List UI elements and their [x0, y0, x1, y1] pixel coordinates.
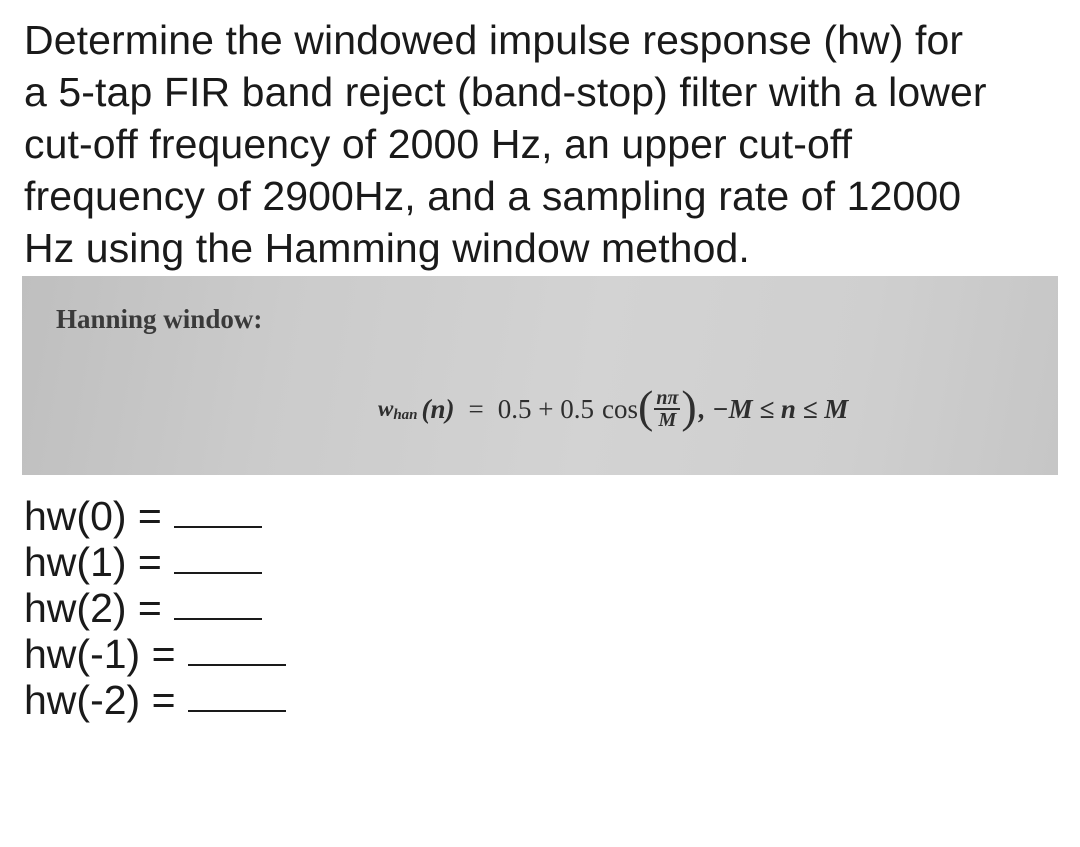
formula-expression: 0.5 + 0.5 — [497, 393, 594, 424]
answer-label: hw(2) = — [24, 585, 162, 631]
question-line: Determine the windowed impulse response (hw) for — [24, 17, 964, 63]
formula-fraction — [654, 388, 680, 430]
answer-row — [24, 493, 286, 539]
formula-left-paren: ( — [638, 381, 654, 432]
formula-subscript: han — [393, 406, 418, 423]
answer-label: hw(-1) = — [24, 631, 176, 677]
question-line: Hz using the Hamming window method. — [24, 225, 750, 271]
answer-blank — [174, 572, 262, 574]
answer-blank — [174, 618, 262, 620]
formula-numerator: nπ — [656, 387, 679, 409]
answer-blank — [188, 710, 286, 712]
photo-title: Hanning window: — [56, 304, 263, 334]
formula-cos: cos — [602, 393, 638, 424]
answer-blank — [188, 664, 286, 666]
question-text — [24, 14, 1064, 274]
answer-label: hw(1) = — [24, 539, 162, 585]
question-line: a 5-tap FIR band reject (band-stop) filter with a lower — [24, 69, 987, 115]
formula-equals: = — [468, 393, 484, 424]
answer-row — [24, 585, 286, 631]
answer-row — [24, 539, 286, 585]
answer-list — [24, 493, 286, 723]
question-line: frequency of 2900Hz, and a sampling rate of 12000 — [24, 173, 962, 219]
formula-argument: (n) — [421, 393, 455, 424]
formula-range: , −M ≤ n ≤ M — [698, 393, 849, 424]
answer-row — [24, 631, 286, 677]
answer-label: hw(-2) = — [24, 677, 176, 723]
formula-denominator: M — [658, 409, 677, 431]
answer-blank — [174, 526, 262, 528]
formula-right-paren: ) — [681, 381, 697, 432]
formula-w: w — [378, 396, 394, 421]
hanning-formula — [378, 381, 849, 432]
answer-label: hw(0) = — [24, 493, 162, 539]
question-line: cut-off frequency of 2000 Hz, an upper cut-off — [24, 121, 853, 167]
hanning-window-photo — [22, 276, 1058, 475]
answer-row — [24, 677, 286, 723]
